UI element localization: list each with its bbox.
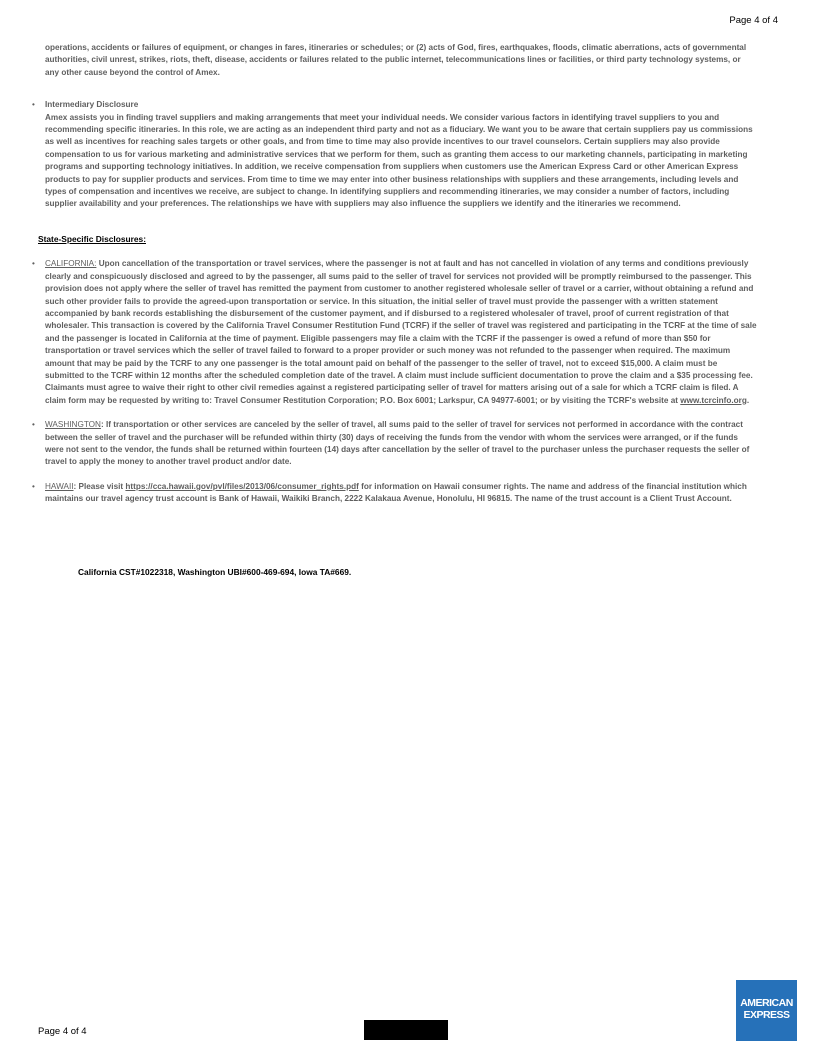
bullet: •: [32, 481, 35, 491]
intermediary-heading: Intermediary Disclosure: [45, 100, 139, 110]
continuation-paragraph: operations, accidents or failures of equipment, or changes in fares, itineraries or schedules; or (2) acts of God, fires, earthquakes, floods, climatic aberrations, acts of governmental authorities, civil unrest, strikes, riots, theft, disease, accidents or failures related to the public internet, telecommunications lines or facilities, or third party technology systems, or any other cause beyond the control of Amex.: [45, 43, 747, 77]
hawaii-disclosure: [32, 481, 757, 506]
bullet: •: [32, 259, 35, 269]
tcrf-website-link[interactable]: www.tcrcinfo.org: [680, 395, 747, 405]
hawaii-pre: : Please visit: [73, 481, 126, 491]
registration-numbers: California CST#1022318, Washington UBI#600-469-694, Iowa TA#669.: [78, 567, 352, 577]
redaction-bar: [364, 1020, 448, 1040]
intermediary-disclosure: [32, 99, 757, 211]
hawaii-body: for information on Hawaii consumer rights. The name and address of the financial institution which maintains our travel agency trust account is Bank of Hawaii, Waikiki Branch, 2222 Kalakaua Avenue, Honolulu, HI 96815. The name of the trust account is a Client Trust Account.: [45, 481, 747, 504]
california-body: Upon cancellation of the transportation or travel services, where the passenger is not at fault and has not cancelled in violation of any terms and conditions previously clearly and conspicuously disclosed and agreed to by the passenger, all sums paid to the seller of travel for services not provided will be promptly reimbursed to the passenger. This provision does not apply where the seller of travel has remitted the payment from customer to another registered wholesale seller of travel or a carrier, without obtaining a refund and such other provider fails to provide the agreed-upon transportation or service. In this situation, the initial seller of travel must provide the passenger with a written statement accompanied by bank records establishing the disbursement of the customer payment, and if disbursed to a registered wholesaler of travel, proof of current registration of that wholesaler. This transaction is covered by the California Travel Consumer Restitution Fund (TCRF) if the seller of travel was registered and participating in the TCRF at the time of sale and the passenger is located in California at the time of payment. Eligible passengers may file a claim with the TCRF if the passenger is owed a refund of more than $50 for transportation or travel services which the seller of travel failed to forward to a proper provider or such money was not refunded to the passenger when required. The maximum amount that may be paid by the TCRF to any one passenger is the total amount paid on behalf of the passenger to the seller of travel, not to exceed $15,000. A claim must be submitted to the TCRF within 12 months after the scheduled completion date of the travel. A claim must include sufficient documentation to prove the claim and a $35 processing fee. Claimants must agree to waive their right to other civil remedies against a registered participating seller of travel for matters arising out of a sale for which a TCRF claim is filed. A claim form may be requested by writing to: Travel Consumer Restitution Corporation; P.O. Box 6001; Larkspur, CA 94977-6001; or by visiting the TCRF's website at: [45, 259, 757, 405]
american-express-logo: [736, 980, 797, 1041]
document-body: [32, 42, 757, 506]
bullet: •: [32, 100, 35, 110]
hawaii-link[interactable]: HAWAII: [45, 481, 74, 491]
california-end: .: [746, 395, 750, 405]
logo-line-2: EXPRESS: [743, 1009, 790, 1021]
logo-line-1: AMERICAN: [740, 997, 793, 1009]
washington-link[interactable]: WASHINGTON: [45, 420, 101, 430]
page-footer: Page 4 of 4: [38, 1026, 87, 1037]
page-header: Page 4 of 4: [729, 15, 778, 26]
hawaii-consumer-rights-link[interactable]: https://cca.hawaii.gov/pvl/files/2013/06/consumer_rights.pdf: [125, 481, 359, 491]
washington-disclosure: [32, 419, 757, 469]
bullet: •: [32, 420, 35, 430]
washington-body: : If transportation or other services are canceled by the seller of travel, all sums paid to the seller of travel for services not performed in accordance with the contract between the seller of travel and the purchaser will be refunded within thirty (30) days of receiving the funds from the vendor with whom the services were arranged, or if the funds were not sent to the vendor, the funds shall be returned within fourteen (14) days after cancellation by the seller of travel to the purchaser unless the purchaser requests the seller of travel to apply the money to another travel product and/or date.: [45, 420, 750, 467]
intermediary-body: Amex assists you in finding travel suppliers and making arrangements that meet your individual needs. We consider various factors in identifying travel suppliers to you and recommending specific itineraries. In this role, we are acting as an independent third party and not as a fiduciary. We want you to be aware that certain suppliers pay us commissions as well as incentives for reaching sales targets or other goals, and from time to time may also provide incentives to our travel counselors. Certain suppliers may also provide compensation to us for various marketing and administrative services that we perform for them, such as granting them access to our marketing channels, participating in marketing programs and supporting technology initiatives. In addition, we receive compensation from suppliers when customers use the American Express Card or other American Express products to pay for supplier products and services. From time to time we may enter into other business relationships with suppliers and these arrangements, including levels and types of compensation and incentives we receive, are subject to change. In identifying suppliers and recommending itineraries, we may consider a number of factors, including supplier availability and your preferences. The relationships we have with suppliers may also influence the suppliers we identify and the itineraries we recommend.: [45, 112, 753, 209]
state-disclosures-title: State-Specific Disclosures:: [38, 233, 146, 244]
california-disclosure: [32, 258, 757, 407]
california-link[interactable]: CALIFORNIA:: [45, 259, 97, 269]
